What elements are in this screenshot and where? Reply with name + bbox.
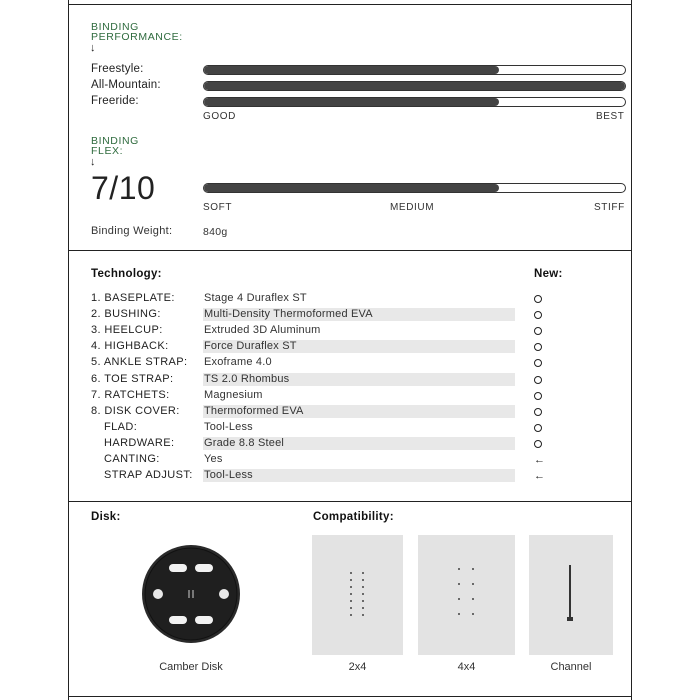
- weight-value: 840g: [203, 226, 228, 238]
- tech-row-value: Extruded 3D Aluminum: [204, 324, 321, 336]
- tech-row-label: 6. TOE STRAP:: [91, 373, 174, 385]
- spec-sheet: [68, 0, 632, 700]
- tech-row-value: Tool-Less: [203, 469, 515, 482]
- tech-row-value: TS 2.0 Rhombus: [203, 373, 515, 386]
- tech-row-value: Exoframe 4.0: [204, 356, 272, 368]
- compat-channel-image: [529, 535, 613, 655]
- performance-label: [91, 22, 183, 42]
- technology-heading: Technology:: [91, 268, 162, 280]
- performance-row-label: All-Mountain:: [91, 79, 161, 91]
- performance-bar-fill: [204, 66, 499, 74]
- mount-hole-icon: [350, 586, 352, 588]
- tech-row-value: Thermoformed EVA: [203, 405, 515, 418]
- performance-row-label: Freeride:: [91, 95, 139, 107]
- compat-caption-2x4: 2x4: [348, 661, 367, 673]
- compat-2x4-image: [312, 535, 403, 655]
- new-circle-icon: [534, 440, 542, 448]
- tech-row-value: Yes: [204, 453, 223, 465]
- disk-caption: Camber Disk: [159, 661, 223, 673]
- flex-label-line2: FLEX:: [91, 145, 124, 157]
- tech-row-value: Magnesium: [204, 389, 263, 401]
- bottom-divider: [69, 696, 631, 697]
- new-circle-icon: [534, 424, 542, 432]
- top-divider: [69, 4, 631, 5]
- tech-row-label: 1. BASEPLATE:: [91, 292, 175, 304]
- left-arrow-icon: ←: [534, 470, 545, 482]
- performance-label-line2: PERFORMANCE:: [91, 31, 183, 43]
- section-divider: [69, 250, 631, 251]
- channel-slot-icon: [569, 565, 571, 619]
- mount-hole-icon: [362, 607, 364, 609]
- mount-hole-icon: [362, 579, 364, 581]
- down-arrow-icon: ↓: [90, 156, 96, 168]
- flex-label-line1: BINDING: [91, 135, 139, 147]
- tech-row-value: Tool-Less: [204, 421, 253, 433]
- scale-best: BEST: [596, 111, 625, 122]
- left-arrow-icon: ←: [534, 454, 545, 466]
- mount-hole-icon: [350, 579, 352, 581]
- tech-row-label: 3. HEELCUP:: [91, 324, 163, 336]
- scale-stiff: STIFF: [594, 202, 625, 213]
- camber-disk-image: [141, 544, 241, 644]
- mount-hole-icon: [350, 593, 352, 595]
- new-circle-icon: [534, 408, 542, 416]
- tech-row-label: 8. DISK COVER:: [91, 405, 180, 417]
- new-circle-icon: [534, 392, 542, 400]
- compat-caption-channel: Channel: [550, 661, 592, 673]
- compat-4x4-image: [418, 535, 515, 655]
- mount-hole-icon: [472, 598, 474, 600]
- tech-row-value: Force Duraflex ST: [203, 340, 515, 353]
- tech-row-value: Multi-Density Thermoformed EVA: [203, 308, 515, 321]
- performance-bar: [203, 81, 626, 91]
- flex-bar-fill: [204, 184, 499, 192]
- section-divider: [69, 501, 631, 502]
- tech-row-label: HARDWARE:: [104, 437, 175, 449]
- new-circle-icon: [534, 311, 542, 319]
- mount-hole-icon: [350, 614, 352, 616]
- mount-hole-icon: [362, 593, 364, 595]
- mount-hole-icon: [472, 568, 474, 570]
- mount-hole-icon: [350, 572, 352, 574]
- scale-good: GOOD: [203, 111, 236, 122]
- new-circle-icon: [534, 295, 542, 303]
- tech-row-label: 5. ANKLE STRAP:: [91, 356, 188, 368]
- new-circle-icon: [534, 343, 542, 351]
- mount-hole-icon: [362, 614, 364, 616]
- new-circle-icon: [534, 359, 542, 367]
- mount-hole-icon: [458, 598, 460, 600]
- performance-bar-fill: [204, 82, 625, 90]
- tech-row-label: 2. BUSHING:: [91, 308, 161, 320]
- mount-hole-icon: [362, 572, 364, 574]
- new-circle-icon: [534, 376, 542, 384]
- performance-bar-fill: [204, 98, 499, 106]
- channel-slot-end-icon: [567, 617, 573, 621]
- flex-bar: [203, 183, 626, 193]
- mount-hole-icon: [350, 600, 352, 602]
- performance-bar: [203, 97, 626, 107]
- compat-caption-4x4: 4x4: [457, 661, 476, 673]
- tech-row-label: 4. HIGHBACK:: [91, 340, 169, 352]
- mount-hole-icon: [362, 600, 364, 602]
- compatibility-heading: Compatibility:: [313, 511, 394, 523]
- mount-hole-icon: [458, 613, 460, 615]
- performance-bar: [203, 65, 626, 75]
- new-heading: New:: [534, 268, 563, 280]
- mount-hole-icon: [458, 583, 460, 585]
- disk-heading: Disk:: [91, 511, 121, 523]
- performance-row-label: Freestyle:: [91, 63, 144, 75]
- tech-row-label: FLAD:: [104, 421, 138, 433]
- tech-row-value: Stage 4 Duraflex ST: [204, 292, 307, 304]
- mount-hole-icon: [458, 568, 460, 570]
- mount-hole-icon: [362, 586, 364, 588]
- down-arrow-icon: ↓: [90, 42, 96, 54]
- flex-value: 7/10: [91, 170, 156, 206]
- mount-hole-icon: [472, 613, 474, 615]
- flex-label: [91, 136, 139, 156]
- scale-medium: MEDIUM: [390, 202, 435, 213]
- mount-hole-icon: [472, 583, 474, 585]
- weight-label: Binding Weight:: [91, 225, 173, 237]
- tech-row-label: STRAP ADJUST:: [104, 469, 193, 481]
- scale-soft: SOFT: [203, 202, 233, 213]
- tech-row-value: Grade 8.8 Steel: [203, 437, 515, 450]
- new-circle-icon: [534, 327, 542, 335]
- tech-row-label: CANTING:: [104, 453, 160, 465]
- mount-hole-icon: [350, 607, 352, 609]
- performance-label-line1: BINDING: [91, 21, 139, 33]
- tech-row-label: 7. RATCHETS:: [91, 389, 170, 401]
